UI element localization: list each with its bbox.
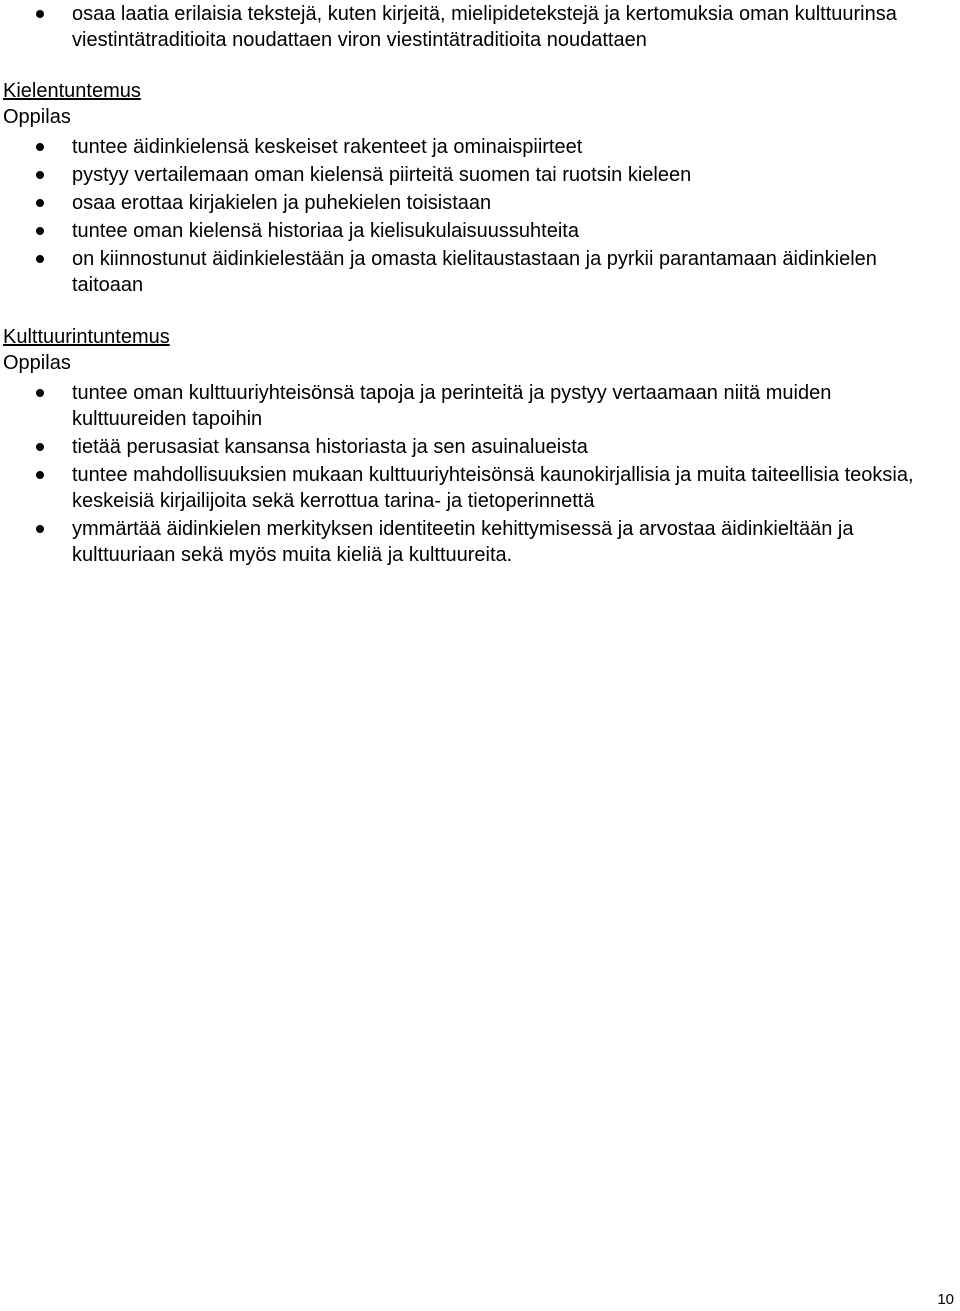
bullet-icon [36,255,44,263]
list-item [0,380,960,432]
list-item [0,162,960,188]
bullet-icon [36,227,44,235]
bullet-icon [36,443,44,451]
page-number: 10 [937,1291,954,1308]
section-heading: Kielentuntemus [3,80,141,102]
list-item-text: ymmärtää äidinkielen merkityksen identiteetin kehittymisessä ja arvostaa äidinkieltään ja kulttuuriaan sekä myös muita kieliä ja kulttuureita. [72,518,854,566]
list-item-text: on kiinnostunut äidinkielestään ja omasta kielitaustastaan ja pyrkii parantamaan äidinkielen taitoaan [72,248,877,296]
section-subject: Oppilas [3,106,71,128]
bullet-icon [36,471,44,479]
section-subject: Oppilas [3,352,71,374]
list-item-text: tuntee äidinkielensä keskeiset rakenteet ja ominaispiirteet [72,136,583,158]
list-item [0,462,960,514]
list-item [0,434,960,460]
list-item [0,218,960,244]
kulttuurintuntemus-section [0,324,960,570]
list-item [0,190,960,216]
list-item [0,1,960,53]
kulttuurintuntemus-bullet-list [0,380,960,568]
bullet-icon [36,143,44,151]
bullet-icon [36,199,44,207]
kielentuntemus-bullet-list [0,134,960,298]
list-item [0,134,960,160]
list-item-text: tietää perusasiat kansansa historiasta ja sen asuinalueista [72,436,588,458]
list-item-text: tuntee oman kulttuuriyhteisönsä tapoja ja perinteitä ja pystyy vertaamaan niitä muiden kulttuureiden tapoihin [72,382,832,430]
kielentuntemus-section [0,78,960,300]
list-item-text: tuntee oman kielensä historiaa ja kielisukulaisuussuhteita [72,220,579,242]
bullet-icon [36,389,44,397]
intro-bullet-list [0,1,960,53]
list-item-text: osaa erottaa kirjakielen ja puhekielen toisistaan [72,192,492,214]
list-item-text: osaa laatia erilaisia tekstejä, kuten kirjeitä, mielipidetekstejä ja kertomuksia oman kulttuurinsa viestintätraditioita noudattaen viron viestintätraditioita noudattaen [72,3,897,51]
bullet-icon [36,525,44,533]
list-item-text: pystyy vertailemaan oman kielensä piirteitä suomen tai ruotsin kieleen [72,164,692,186]
intro-section [0,1,960,55]
list-item [0,246,960,298]
section-heading: Kulttuurintuntemus [3,326,170,348]
bullet-icon [36,10,44,18]
list-item-text: tuntee mahdollisuuksien mukaan kulttuuriyhteisönsä kaunokirjallisia ja muita taiteellisia teoksia, keskeisiä kirjailijoita sekä kerrottua tarina- ja tietoperinnettä [72,464,914,512]
bullet-icon [36,171,44,179]
list-item [0,516,960,568]
